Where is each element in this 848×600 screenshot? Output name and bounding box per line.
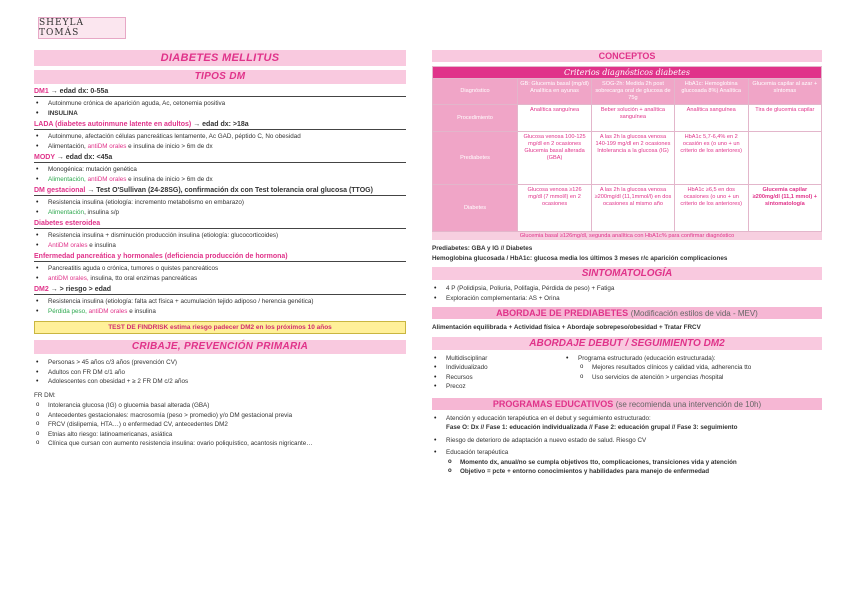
table-cell: Analítica sanguínea [674, 105, 748, 132]
list-item [48, 175, 406, 185]
prog-banner [432, 398, 822, 410]
cribaje-list [34, 358, 406, 387]
dm2-list [34, 297, 406, 316]
ester-title: Diabetes esteroidea [34, 220, 101, 227]
table-header: Glucemia capilar al azar + síntomas [748, 79, 821, 105]
types-banner: TIPOS DM [34, 70, 406, 84]
panc-title: Enfermedad pancreática y hormonales (deficiencia producción de hormona) [34, 253, 288, 260]
list-item: • Multidisciplinar [446, 354, 564, 364]
list-item: o Mejores resultados clínicos y calidad vida, adherencia tto [592, 363, 822, 373]
row-label: Diabetes [433, 185, 518, 232]
list-item: • Adultos con FR DM c/1 año [48, 368, 406, 378]
food-label: Alimentación [48, 208, 85, 216]
food-prefix: Alimentación, [48, 142, 86, 150]
food-prefix: Alimentación, [48, 175, 86, 183]
list-item: • Autoinmune crónica de aparición aguda, Ac, cetonemia positiva [48, 99, 406, 109]
abordaje-debut-banner: ABORDAJE DEBUT / SEGUIMIENTO DM2 [432, 337, 822, 350]
mody-list [34, 165, 406, 184]
abordaje-pre-sub: (Modificación estilos de vida - MEV) [630, 309, 758, 318]
mody-title: MODY [34, 154, 55, 161]
criteria-title: Criterios diagnósticos diabetes [433, 67, 822, 79]
fr-list [34, 401, 406, 449]
list-item: o Momento dx, anual/no se cumpla objetivos tto, complicaciones, transiciones vida y atención [460, 458, 822, 468]
prog-list-2 [432, 436, 822, 458]
dm1-list [34, 99, 406, 118]
list-item: o Clínica que cursan con aumento resistencia insulina: ovario poliquístico, acantosis nigricante… [48, 439, 406, 449]
list-item: • Recursos [446, 373, 564, 383]
abordaje-pre-banner [432, 307, 822, 319]
criteria-table [432, 66, 822, 232]
table-cell: Beber solución + analítica sanguínea [592, 105, 675, 132]
author-label: SHEYLA TOMÁS [38, 17, 126, 39]
food-suffix: , insulina s/p [84, 208, 120, 216]
list-item: • INSULINA [48, 109, 406, 119]
list-item: • Pancreatitis aguda o crónica, tumores o quistes pancreáticos [48, 264, 406, 274]
left-column [34, 50, 406, 449]
prog-sub-list [432, 458, 822, 477]
list-item: o FRCV (dislipemia, HTA…) o enfermedad CV, antecedentes DM2 [48, 420, 406, 430]
list-item: • Precoz [446, 382, 564, 392]
gest-list [34, 198, 406, 217]
prog-phases: Fase O: Dx // Fase 1: educación individualizada // Fase 2: educación grupal // Fase 3: seguimiento [446, 424, 738, 431]
table-cell: Analítica sanguínea [518, 105, 592, 132]
cribaje-banner: CRIBAJE, PREVENCIÓN PRIMARIA [34, 340, 406, 354]
food-suffix: e insulina de inicio > 6m de dx [128, 142, 213, 150]
concepts-banner: CONCEPTOS [432, 50, 822, 62]
list-item: o Antecedentes gestacionales: macrosomía (peso > promedio) y/o DM gestacional previa [48, 411, 406, 421]
table-cell: Glucosa venosa ≥126 mg/dl (7 mmol/l) en 2 ocasiones [518, 185, 592, 232]
table-header: GB: Glucemia basal (mg/dl) Analítica en ayunas [518, 79, 592, 105]
list-item: • 4 P (Polidipsia, Poliuria, Polifagia, Pérdida de peso) + Fatiga [446, 284, 822, 294]
dm2-title: DM2 [34, 286, 49, 293]
dm2-age: → > riesgo > edad [50, 286, 112, 293]
list-item [48, 241, 406, 251]
row-label: Procedimiento [433, 105, 518, 132]
list-item: • Resistencia insulina (etiología: falta act física + acumulación tejido adiposo / herencia genética) [48, 297, 406, 307]
ester-list [34, 231, 406, 250]
list-item: • Programa estructurado (educación estructurada): [578, 354, 822, 364]
sintom-list [432, 284, 822, 303]
mody-age: → edad dx: <45a [56, 154, 113, 161]
list-item: • Individualizado [446, 363, 564, 373]
list-item [48, 307, 406, 317]
table-header: Diagnóstico [433, 79, 518, 105]
loss-label: Pérdida peso, [48, 307, 87, 315]
debut-right-list [564, 363, 822, 382]
debut-right-head [564, 354, 822, 364]
list-item: • Autoinmune, afectación células pancreáticas lentamente, Ac GAD, péptido C, No obesidad [48, 132, 406, 142]
list-item: o Objetivo = pcte + entorno conocimientos y habilidades para manejo de enfermedad [460, 467, 822, 477]
findrisk-note: TEST DE FINDRISK estima riesgo padecer DM2 en los próximos 10 años [34, 321, 406, 334]
table-row [433, 105, 822, 132]
anti-suffix: e insulina [89, 241, 116, 249]
list-item [48, 208, 406, 218]
anti-label: antiDM orales [88, 307, 128, 315]
list-item: o Etnias alto riesgo: latinoamericanas, asiática [48, 430, 406, 440]
dm1-title: DM1 [34, 88, 49, 95]
table-cell: A las 2h la glucosa venosa ≥200mg/dl (11,1mmol/l) en dos ocasiones al mismo año [592, 185, 675, 232]
table-cell: HbA1c ≥6,5 en dos ocasiones (o uno + un criterio de los anteriores) [674, 185, 748, 232]
lada-list [34, 132, 406, 151]
dm2-head [34, 286, 406, 295]
food-mid: antiDM orales [87, 175, 127, 183]
list-item: • Monogénica: mutación genética [48, 165, 406, 175]
anti-suffix: insulina, tto oral enzimas pancreáticas [90, 274, 198, 282]
debut-left-list [432, 354, 564, 392]
gest-title: DM gestacional [34, 187, 86, 194]
mody-head [34, 154, 406, 163]
dm1-age: → edad dx: 0-55a [50, 88, 109, 95]
debut-right [564, 354, 822, 392]
list-item: • Resistencia insulina (etiología: incremento metabolismo en embarazo) [48, 198, 406, 208]
table-row [433, 185, 822, 232]
list-item: • Riesgo de deterioro de adaptación a nuevo estado de salud. Riesgo CV [446, 436, 822, 446]
title-banner: DIABETES MELLITUS [34, 50, 406, 66]
abordaje-pre-line: Alimentación equilibrada + Actividad física + Abordaje sobrepeso/obesidad + Tratar FRCV [432, 324, 701, 331]
anti-suffix: e insulina [129, 307, 156, 315]
list-item: • Adolescentes con obesidad + ≥ 2 FR DM c/2 años [48, 377, 406, 387]
list-item: • Personas > 45 años c/3 años (prevención CV) [48, 358, 406, 368]
prog-list [432, 414, 822, 424]
table-cell [748, 132, 821, 185]
abordaje-pre-title: ABORDAJE DE PREDIABETES [496, 308, 629, 318]
table-cell: Tira de glucemia capilar [748, 105, 821, 132]
list-item: o Intolerancia glucosa (IG) o glucemia basal alterada (GBA) [48, 401, 406, 411]
table-cell: Glucemia capilar ≥200mg/dl (11,1 mmol) + sintomatología [748, 185, 821, 232]
hba-line: Hemoglobina glucosada / HbA1c: glucosa media los últimos 3 meses r/c aparición complicaciones [432, 254, 728, 262]
anti-label: AntiDM orales [48, 241, 88, 249]
table-cell: HbA1c 5,7-6,4% en 2 ocasión es (o uno + un criterio de los anteriores) [674, 132, 748, 185]
list-item: • Educación terapéutica [446, 448, 822, 458]
gest-head [34, 187, 406, 196]
dm1-head [34, 88, 406, 97]
fr-label: FR DM: [34, 391, 56, 399]
lada-head [34, 121, 406, 130]
panc-head [34, 253, 406, 262]
predia-line: Prediabetes: GBA y IG // Diabetes [432, 245, 533, 252]
list-item: • Resistencia insulina + disminución producción insulina (etiología: glucocorticoides) [48, 231, 406, 241]
list-item: • Exploración complementaria: AS + Orina [446, 294, 822, 304]
list-item [48, 274, 406, 284]
list-item: • Atención y educación terapéutica en el debut y seguimiento estructurado: [446, 414, 822, 424]
anti-label: antiDM orales, [48, 274, 89, 282]
ester-head [34, 220, 406, 229]
gest-rest: → Test O'Sullivan (24-28SG), confirmación dx con Test tolerancia oral glucosa (TTOG) [87, 187, 373, 194]
food-suffix: e insulina de inicio > 6m de dx [128, 175, 213, 183]
prog-title: PROGRAMAS EDUCATIVOS [492, 398, 614, 409]
list-item: o Uso servicios de atención > urgencias /hospital [592, 373, 822, 383]
table-cell: A las 2h la glucosa venosa 140-199 mg/dl en 2 ocasiones Intolerancia a la glucosa (IG) [592, 132, 675, 185]
table-cell: Glucosa venosa 100-125 mg/dl en 2 ocasiones Glucemia basal alterada (GBA) [518, 132, 592, 185]
lada-age: → edad dx: >18a [193, 121, 249, 128]
right-column [432, 50, 822, 477]
food-mid: antiDM orales [87, 142, 127, 150]
table-header: SOG-2h: Medida 2h post sobrecarga oral de glucosa de 75g [592, 79, 675, 105]
debut-block [432, 354, 822, 392]
list-item [48, 142, 406, 152]
table-row [433, 132, 822, 185]
sintom-banner: SINTOMATOLOGÍA [432, 267, 822, 280]
lada-title: LADA (diabetes autoinmune latente en adultos) [34, 121, 192, 128]
panc-list [34, 264, 406, 283]
criteria-foot: Glucemia basal ≥126mg/dl, segunda analítica con HbA1c% para confirmar diagnóstico [432, 232, 822, 240]
row-label: Prediabetes [433, 132, 518, 185]
table-header: HbA1c: Hemoglobina glucosada 8%) Analítica [674, 79, 748, 105]
prog-sub: (se recomienda una intervención de 10h) [615, 399, 762, 409]
